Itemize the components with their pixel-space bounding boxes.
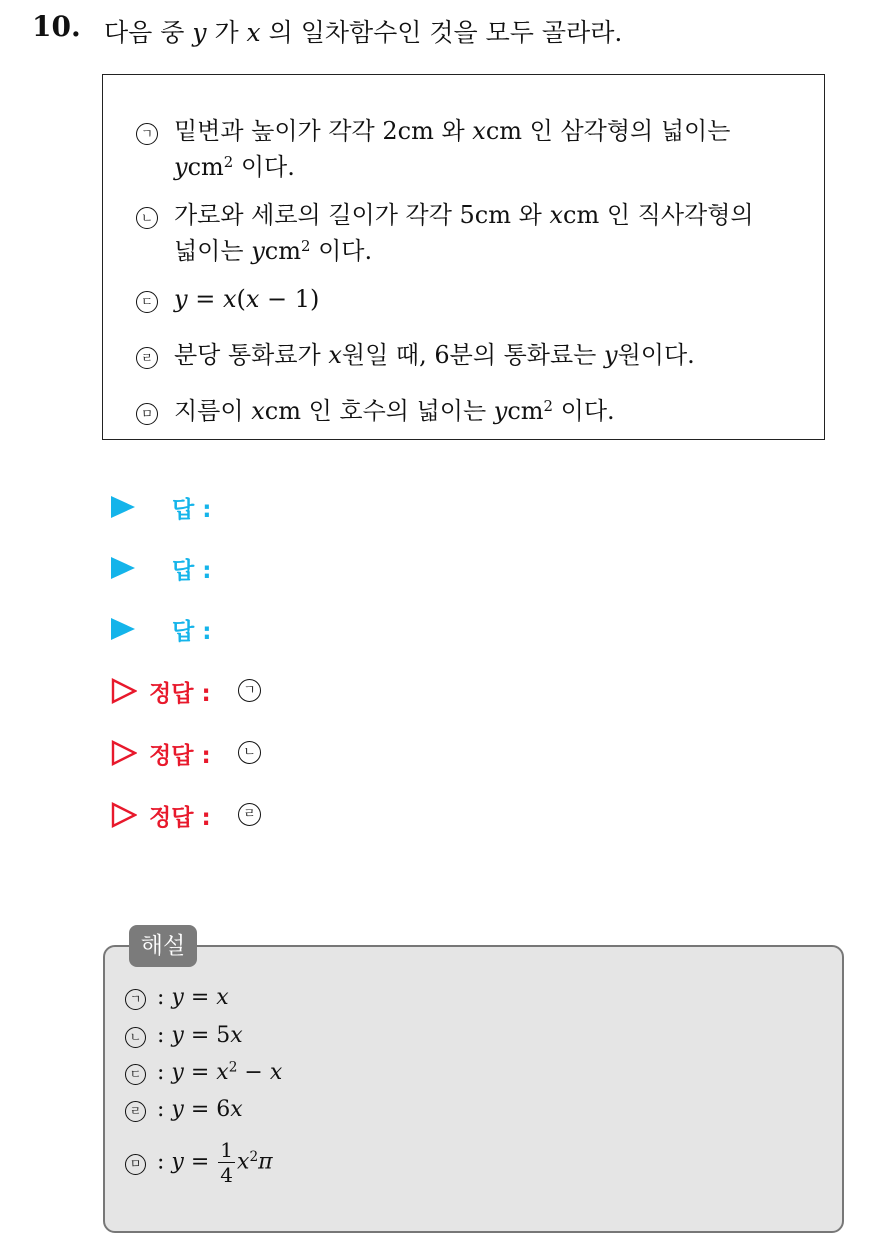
play-arrow-icon xyxy=(111,618,135,640)
play-arrow-icon xyxy=(111,496,135,518)
choice-giyeok: ㄱ 밑변과 높이가 각각 2cm 와 xcm 인 삼각형의 넓이는 ycm$^2$ 이다. xyxy=(136,113,170,149)
solution-line: ㄷ : $y = x^2 - x$ xyxy=(125,1060,282,1085)
choice-marker: ㅁ xyxy=(136,403,158,425)
choice-rieul: ㄹ 분당 통화료가 x원일 때, 6분의 통화료는 y원이다. xyxy=(136,337,170,373)
correct-answer-label: 정답 : xyxy=(149,681,211,707)
choice-mieum: ㅁ 지름이 xcm 인 호수의 넓이는 ycm$^2$ 이다. xyxy=(136,393,170,429)
choices-box xyxy=(102,74,825,440)
outline-arrow-icon xyxy=(111,678,137,704)
choice-marker: ㄴ xyxy=(136,207,158,229)
choice-marker: ㄷ xyxy=(136,291,158,313)
solution-line: ㄴ : y = 5x xyxy=(125,1023,243,1048)
correct-answer-value: ㄱ xyxy=(238,679,261,702)
correct-answer-label: 정답 : xyxy=(149,743,211,769)
solution-tab: 해설 xyxy=(129,925,197,967)
play-arrow-icon xyxy=(111,557,135,579)
solution-line: ㄱ : y = x xyxy=(125,985,229,1010)
question-text: 다음 중 y 가 x 의 일차함수인 것을 모두 골라라. xyxy=(104,18,623,47)
fraction: $\frac{1}{4}$ xyxy=(220,1138,234,1187)
choice-marker: ㄱ xyxy=(136,123,158,145)
correct-answer-value: ㄴ xyxy=(238,741,261,764)
solution-line: ㅁ : y = $\frac{1}{4}$ $x^2\pi$ xyxy=(125,1138,273,1187)
answer-label: 답 : xyxy=(172,558,212,584)
choice-nieun: ㄴ 가로와 세로의 길이가 각각 5cm 와 xcm 인 직사각형의 넓이는 ycm$^2$ 이다. xyxy=(136,197,170,233)
question-number: 10. xyxy=(32,10,81,43)
correct-answer-label: 정답 : xyxy=(149,805,211,831)
choice-digeut: ㄷ y = x(x − 1) xyxy=(136,281,170,317)
outline-arrow-icon xyxy=(111,802,137,828)
outline-arrow-icon xyxy=(111,740,137,766)
correct-answer-value: ㄹ xyxy=(238,803,261,826)
answer-label: 답 : xyxy=(172,497,212,523)
choice-marker: ㄹ xyxy=(136,347,158,369)
solution-line: ㄹ : y = 6x xyxy=(125,1097,243,1122)
answer-label: 답 : xyxy=(172,619,212,645)
